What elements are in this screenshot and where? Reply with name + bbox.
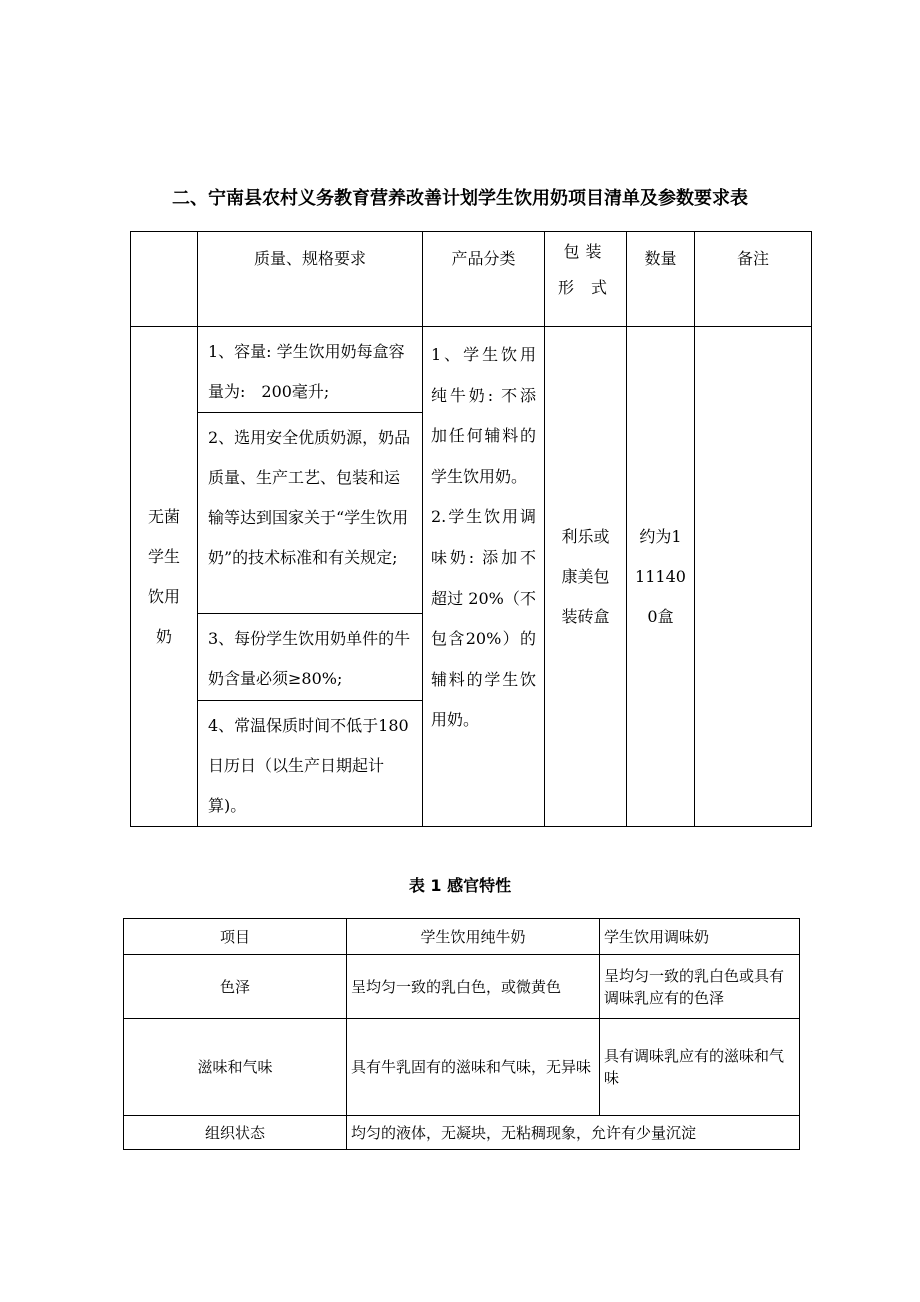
header-quantity: 数量 bbox=[627, 232, 695, 327]
spec-4: 4、常温保质时间不低于180日历日（以生产日期起计算)。 bbox=[198, 701, 423, 827]
row-flavored: 呈均匀一致的乳白色或具有调味乳应有的色泽 bbox=[600, 955, 800, 1019]
category-1: 1、学生饮用纯牛奶: 不添加任何辅料的学生饮用奶。 bbox=[431, 345, 536, 486]
table-row bbox=[124, 1019, 800, 1116]
header-remarks: 备注 bbox=[695, 232, 812, 327]
header-pure: 学生饮用纯牛奶 bbox=[347, 919, 600, 955]
item-name: 无菌学生饮用奶 bbox=[131, 327, 198, 827]
row-item: 组织状态 bbox=[124, 1116, 347, 1150]
table-header-row bbox=[131, 232, 812, 327]
header-packaging: 包装 形 式 bbox=[545, 232, 627, 327]
header-blank bbox=[131, 232, 198, 327]
spec-1: 1、容量: 学生饮用奶每盒容量为: 200毫升; bbox=[198, 327, 423, 413]
row-item: 滋味和气味 bbox=[124, 1019, 347, 1116]
row-merged: 均匀的液体，无凝块，无粘稠现象，允许有少量沉淀 bbox=[347, 1116, 800, 1150]
packaging: 利乐或康美包装砖盒 bbox=[545, 327, 627, 827]
row-pure: 具有牛乳固有的滋味和气味，无异味 bbox=[347, 1019, 600, 1116]
header-flavored: 学生饮用调味奶 bbox=[600, 919, 800, 955]
row-flavored: 具有调味乳应有的滋味和气味 bbox=[600, 1019, 800, 1116]
quantity: 约为1111400盒 bbox=[627, 327, 695, 827]
sensory-table-title: 表 1 感官特性 bbox=[408, 876, 512, 895]
row-pure: 呈均匀一致的乳白色，或微黄色 bbox=[347, 955, 600, 1019]
table-row bbox=[124, 1116, 800, 1150]
sensory-table bbox=[123, 918, 800, 1150]
table-header-row bbox=[124, 919, 800, 955]
header-category: 产品分类 bbox=[423, 232, 545, 327]
table-row bbox=[131, 327, 812, 413]
header-item: 项目 bbox=[124, 919, 347, 955]
document-title: 二、宁南县农村义务教育营养改善计划学生饮用奶项目清单及参数要求表 bbox=[172, 188, 748, 209]
category-cell bbox=[423, 327, 545, 827]
table-row bbox=[124, 955, 800, 1019]
project-spec-table bbox=[130, 231, 812, 827]
row-item: 色泽 bbox=[124, 955, 347, 1019]
spec-2: 2、选用安全优质奶源，奶品质量、生产工艺、包装和运输等达到国家关于“学生饮用奶”的技术标准和有关规定; bbox=[198, 413, 423, 614]
header-quality: 质量、规格要求 bbox=[198, 232, 423, 327]
category-2: 2.学生饮用调味奶: 添加不超过 20%（不包含20%）的辅料的学生饮用奶。 bbox=[431, 507, 536, 730]
spec-3: 3、每份学生饮用奶单件的牛奶含量必须≥80%; bbox=[198, 614, 423, 701]
remarks bbox=[695, 327, 812, 827]
